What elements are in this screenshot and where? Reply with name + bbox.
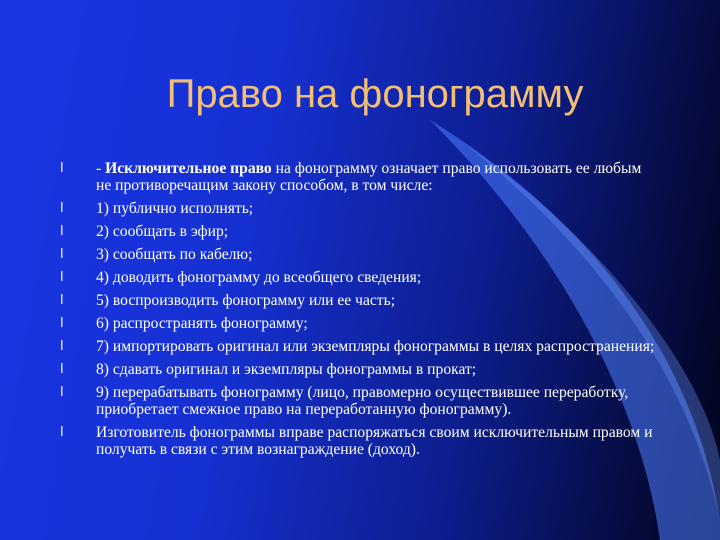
list-item-text: 4) доводить фонограмму до всеобщего сведения; [96,269,422,286]
list-item [60,384,660,418]
list-item-text: 8) сдавать оригинал и экземпляры фонограммы в прокат; [96,361,477,378]
bullet-icon: l [60,224,64,239]
bullet-icon: l [60,425,64,440]
bullet-list [60,160,660,464]
list-item [60,223,660,240]
list-item [60,269,660,286]
bullet-icon: l [60,247,64,262]
list-item [60,160,660,194]
intro-prefix: - [96,160,106,177]
list-item [60,424,660,458]
list-item [60,338,660,355]
list-item [60,361,660,378]
list-item-text: 9) перерабатывать фонограмму (лицо, правомерно осуществившее переработку, приобретает смежное право на переработанную фонограмму). [96,384,629,418]
list-item [60,246,660,263]
bullet-icon: l [60,339,64,354]
intro-text: на фонограмму означает право использовать ее любым не противоречащим закону способом, в том числе: [96,160,642,194]
bullet-icon: l [60,161,64,176]
slide-title: Право на фонограмму [166,72,584,116]
list-item [60,315,660,332]
list-item-text: 2) сообщать в эфир; [96,223,229,240]
list-item-text: Изготовитель фонограммы вправе распоряжаться своим исключительным правом и получать в связи с этим вознаграждение (доход). [96,424,653,458]
bullet-icon: l [60,293,64,308]
list-item [60,292,660,309]
list-item [60,200,660,217]
intro-bold-term: Исключительное право [105,160,272,177]
list-item-text: 3) сообщать по кабелю; [96,246,253,263]
list-item-text: 6) распространять фонограмму; [96,315,308,332]
bullet-icon: l [60,270,64,285]
list-item-text: 5) воспроизводить фонограмму или ее часть; [96,292,396,309]
list-item-text: 7) импортировать оригинал или экземпляры фонограммы в целях распространения; [96,338,655,355]
bullet-icon: l [60,385,64,400]
list-item-text: 1) публично исполнять; [96,200,254,217]
bullet-icon: l [60,362,64,377]
bullet-icon: l [60,201,64,216]
bullet-icon: l [60,316,64,331]
